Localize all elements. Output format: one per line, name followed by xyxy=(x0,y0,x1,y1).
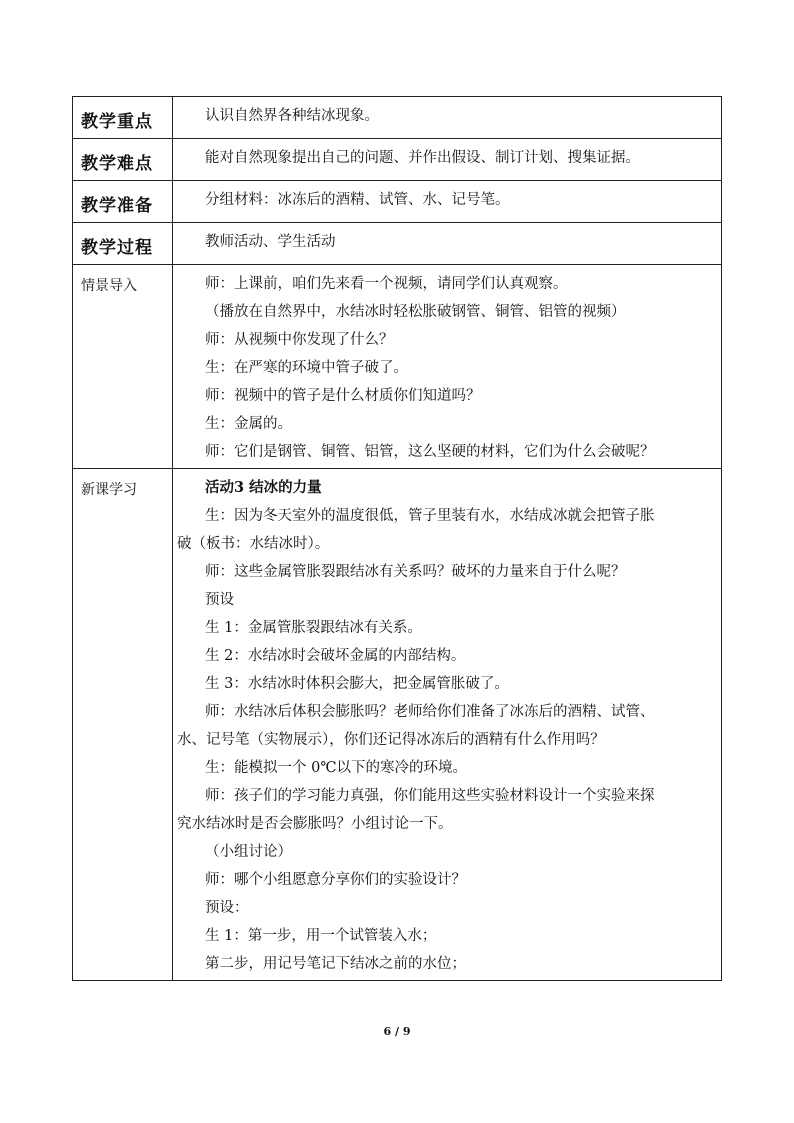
row-content: 教师活动、学生活动 xyxy=(205,234,336,250)
row-difficulties xyxy=(73,139,722,181)
dialogue-line: 破（板书：水结冰时）。 xyxy=(177,536,330,552)
page-number: 6 / 9 xyxy=(383,1025,411,1038)
dialogue-line: 师：孩子们的学习能力真强，你们能用这些实验材料设计一个实验来探 xyxy=(205,788,655,804)
dialogue-line: 师：视频中的管子是什么材质你们知道吗？ xyxy=(205,388,481,404)
dialogue-line: 生 3：水结冰时体积会膨大，把金属管胀破了。 xyxy=(205,676,509,692)
dialogue-line: 生 2：水结冰时会破坏金属的内部结构。 xyxy=(205,648,466,664)
lesson-plan-table xyxy=(72,96,722,981)
dialogue-line: （播放在自然界中，水结冰时轻松胀破钢管、铜管、铝管的视频） xyxy=(205,304,626,320)
dialogue-line: 师：它们是钢管、铜管、铝管，这么坚硬的材料，它们为什么会破呢？ xyxy=(205,444,655,460)
dialogue-line: 师：这些金属管胀裂跟结冰有关系吗？破坏的力量来自于什么呢？ xyxy=(205,564,626,580)
dialogue-line: 师：哪个小组愿意分享你们的实验设计？ xyxy=(205,872,466,888)
row-preparation xyxy=(73,181,722,223)
lesson-plan xyxy=(72,96,722,981)
row-label: 教学过程 xyxy=(81,238,153,258)
dialogue-line: 生：金属的。 xyxy=(205,416,292,432)
dialogue-line: 师：上课前，咱们先来看一个视频，请同学们认真观察。 xyxy=(205,276,568,292)
row-label: 教学准备 xyxy=(81,196,153,216)
dialogue-line: 生 1：第一步，用一个试管装入水； xyxy=(205,928,437,944)
section-label: 情景导入 xyxy=(81,278,137,294)
row-key-points xyxy=(73,97,722,139)
dialogue-line: 第二步，用记号笔记下结冰之前的水位； xyxy=(205,956,466,972)
dialogue-line: （小组讨论） xyxy=(205,844,292,860)
dialogue-line: 预设： xyxy=(205,900,249,916)
dialogue-line: 师：从视频中你发现了什么？ xyxy=(205,332,394,348)
dialogue-line: 生：在严寒的环境中管子破了。 xyxy=(205,360,408,376)
row-content: 认识自然界各种结冰现象。 xyxy=(205,108,379,124)
new-lesson-dialogue xyxy=(173,469,721,980)
dialogue-line: 生：能模拟一个 0℃以下的寒冷的环境。 xyxy=(205,760,468,776)
row-label: 教学重点 xyxy=(81,112,153,132)
row-content: 分组材料：冰冻后的酒精、试管、水、记号笔。 xyxy=(205,192,510,208)
section-label: 新课学习 xyxy=(81,482,137,498)
row-intro xyxy=(73,265,722,469)
dialogue-line: 生 1：金属管胀裂跟结冰有关系。 xyxy=(205,620,422,636)
dialogue-line: 师：水结冰后体积会膨胀吗？老师给你们准备了冰冻后的酒精、试管、 xyxy=(205,704,655,720)
row-content: 能对自然现象提出自己的问题、并作出假设、制订计划、搜集证据。 xyxy=(205,150,640,166)
intro-dialogue xyxy=(173,265,721,468)
dialogue-line: 究水结冰时是否会膨胀吗？小组讨论一下。 xyxy=(177,816,453,832)
row-process xyxy=(73,223,722,265)
dialogue-line: 水、记号笔（实物展示），你们还记得冰冻后的酒精有什么作用吗？ xyxy=(177,732,605,748)
row-new-lesson xyxy=(73,469,722,981)
row-label: 教学难点 xyxy=(81,154,153,174)
activity-heading: 活动3 结冰的力量 xyxy=(205,479,322,496)
dialogue-line: 预设 xyxy=(205,592,234,608)
dialogue-line: 生：因为冬天室外的温度很低，管子里装有水，水结成冰就会把管子胀 xyxy=(205,508,655,524)
